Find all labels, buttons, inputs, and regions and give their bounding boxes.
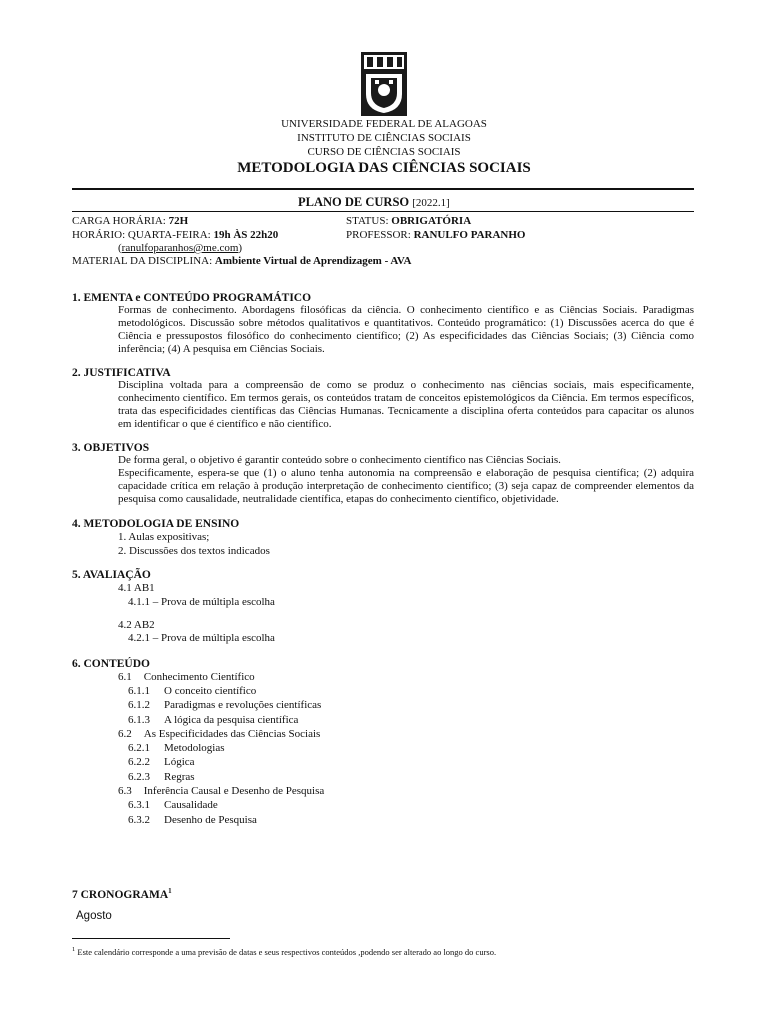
content-subtopic-num: 6.3.2 [128, 814, 150, 826]
university-name: UNIVERSIDADE FEDERAL DE ALAGOAS [281, 118, 487, 130]
content-topic-label: Conhecimento Científico [143, 671, 255, 683]
section-objetivos-p2: Especificamente, espera-se que (1) o aluno tenha autonomia na compreensão e elaboração de pesquisa científica; (2) adquira capacidade crítica em relação à produção interpretação de conhecimento científico; (3) seja capaz de compreender elementos da pesquisa como causalidade, neutralidade científica, etapas do conhecimento científico, objetividade. [118, 467, 694, 505]
content-topic [118, 670, 255, 684]
content-subtopic-label: A lógica da pesquisa científica [164, 714, 299, 726]
section-ementa-title: 1. EMENTA e CONTEÚDO PROGRAMÁTICO [72, 292, 312, 304]
content-subtopic-num: 6.1.1 [128, 685, 150, 697]
content-subtopic-label: Causalidade [164, 799, 218, 811]
content-subtopic-label: Desenho de Pesquisa [164, 814, 257, 826]
material [72, 254, 411, 268]
content-subtopic-label: Metodologias [164, 742, 225, 754]
content-subtopic [128, 813, 257, 827]
content-topic [118, 727, 320, 741]
discipline-title: METODOLOGIA DAS CIÊNCIAS SOCIAIS [237, 160, 531, 176]
content-topic [118, 784, 324, 798]
workload-value: 72H [168, 215, 189, 227]
email-paren-close: ) [238, 242, 243, 254]
month-label: Agosto [76, 910, 112, 922]
section-conteudo-title: 6. CONTEÚDO [72, 658, 150, 670]
schedule-label: HORÁRIO: QUARTA-FEIRA: [72, 229, 214, 241]
status-value: OBRIGATÓRIA [391, 215, 472, 227]
email-paren-open: ( [118, 242, 122, 254]
content-subtopic-label: Regras [164, 771, 195, 783]
plan-divider [72, 211, 694, 212]
email-link[interactable]: ranulfoparanhos@me.com [121, 242, 239, 254]
material-label: MATERIAL DA DISCIPLINA: [72, 255, 215, 267]
content-subtopic-label: Paradigmas e revoluções científicas [164, 699, 322, 711]
content-subtopic-num: 6.2.3 [128, 771, 150, 783]
ab2-item: 4.2.1 – Prova de múltipla escolha [128, 632, 275, 644]
content-topic-label: As Especificidades das Ciências Sociais [143, 728, 321, 740]
schedule-value: 19h ÀS 22h20 [213, 229, 279, 241]
section-objetivos-p1: De forma geral, o objetivo é garantir conteúdo sobre o conhecimento científico nas Ciências Sociais. [118, 454, 561, 466]
section-justificativa-text: Disciplina voltada para a compreensão de como se produz o conhecimento nas ciências sociais, mais especificamente, conhecimento científico. Em termos gerais, os conteúdos tratam de conceitos epistemológicos da Ciência. Em termos específicos, trata das especificidades científicas das Ciências Humanas. Tecnicamente a disciplina oferta conteúdos para capacitar os alunos em identificar o que é científico e não científico. [118, 379, 694, 430]
footnote [72, 944, 496, 958]
footnote-text: Este calendário corresponde a uma previsão de datas e seus respectivos conteúdos ,podendo ser alterado ao longo do curso. [75, 946, 497, 957]
content-subtopic-label: Lógica [164, 756, 195, 768]
status [346, 214, 471, 228]
material-value: Ambiente Virtual de Aprendizagem - AVA [214, 255, 412, 267]
content-subtopic [128, 755, 195, 769]
ab2-label: 4.2 AB2 [118, 619, 155, 631]
status-label: STATUS: [346, 215, 392, 227]
plan-title-text: PLANO DE CURSO [298, 195, 410, 209]
university-seal-logo [359, 50, 409, 118]
footnote-reference: 1 [168, 887, 172, 895]
content-subtopic [128, 798, 218, 812]
professor [346, 228, 526, 242]
workload [72, 214, 188, 228]
content-subtopic-num: 6.2.2 [128, 756, 150, 768]
section-ementa-text: Formas de conhecimento. Abordagens filosóficas da ciência. O conhecimento científico e as Ciências Sociais. Paradigmas metodológicos. Discussão sobre métodos qualitativos e quantitativos. Conteúdo programático: (1) Discussões acerca do que é Ciência e pressupostos filosófico do conhecimento científico; (2) As especificidades das Ciências Sociais; (3) Ciência como inferência; (4) A pesquisa em Ciências Sociais. [118, 304, 694, 355]
plan-title [298, 195, 450, 211]
institute-name: INSTITUTO DE CIÊNCIAS SOCIAIS [297, 132, 471, 144]
content-topic-num: 6.3 [118, 785, 132, 797]
plan-period: [2022.1] [412, 197, 450, 209]
content-subtopic [128, 698, 321, 712]
cronograma-title-text: 7 CRONOGRAMA [72, 888, 169, 901]
header-divider [72, 188, 694, 190]
section-justificativa-title: 2. JUSTIFICATIVA [72, 367, 171, 379]
section-objetivos-title: 3. OBJETIVOS [72, 442, 150, 454]
workload-label: CARGA HORÁRIA: [72, 215, 169, 227]
content-subtopic-num: 6.2.1 [128, 742, 150, 754]
professor-value: RANULFO PARANHO [413, 229, 526, 241]
ab1-item: 4.1.1 – Prova de múltipla escolha [128, 596, 275, 608]
course-name: CURSO DE CIÊNCIAS SOCIAIS [307, 146, 461, 158]
content-topic-label: Inferência Causal e Desenho de Pesquisa [143, 785, 325, 797]
content-subtopic [128, 741, 225, 755]
section-cronograma-title [72, 884, 172, 902]
professor-email [118, 241, 242, 255]
content-topic-num: 6.2 [118, 728, 132, 740]
content-subtopic [128, 770, 195, 784]
list-item: 1. Aulas expositivas; [118, 531, 210, 543]
content-subtopic-label: O conceito científico [164, 685, 257, 697]
professor-label: PROFESSOR: [346, 229, 414, 241]
section-metodologia-title: 4. METODOLOGIA DE ENSINO [72, 518, 240, 530]
content-subtopic [128, 713, 298, 727]
ab1-label: 4.1 AB1 [118, 582, 155, 594]
content-topic-num: 6.1 [118, 671, 132, 683]
list-item: 2. Discussões dos textos indicados [118, 545, 270, 557]
content-subtopic-num: 6.3.1 [128, 799, 150, 811]
footnote-marker: 1 [72, 946, 76, 953]
section-avaliacao-title: 5. AVALIAÇÃO [72, 569, 151, 581]
footnote-divider [72, 938, 230, 939]
content-subtopic [128, 684, 256, 698]
content-subtopic-num: 6.1.2 [128, 699, 150, 711]
content-subtopic-num: 6.1.3 [128, 714, 150, 726]
schedule [72, 228, 278, 242]
